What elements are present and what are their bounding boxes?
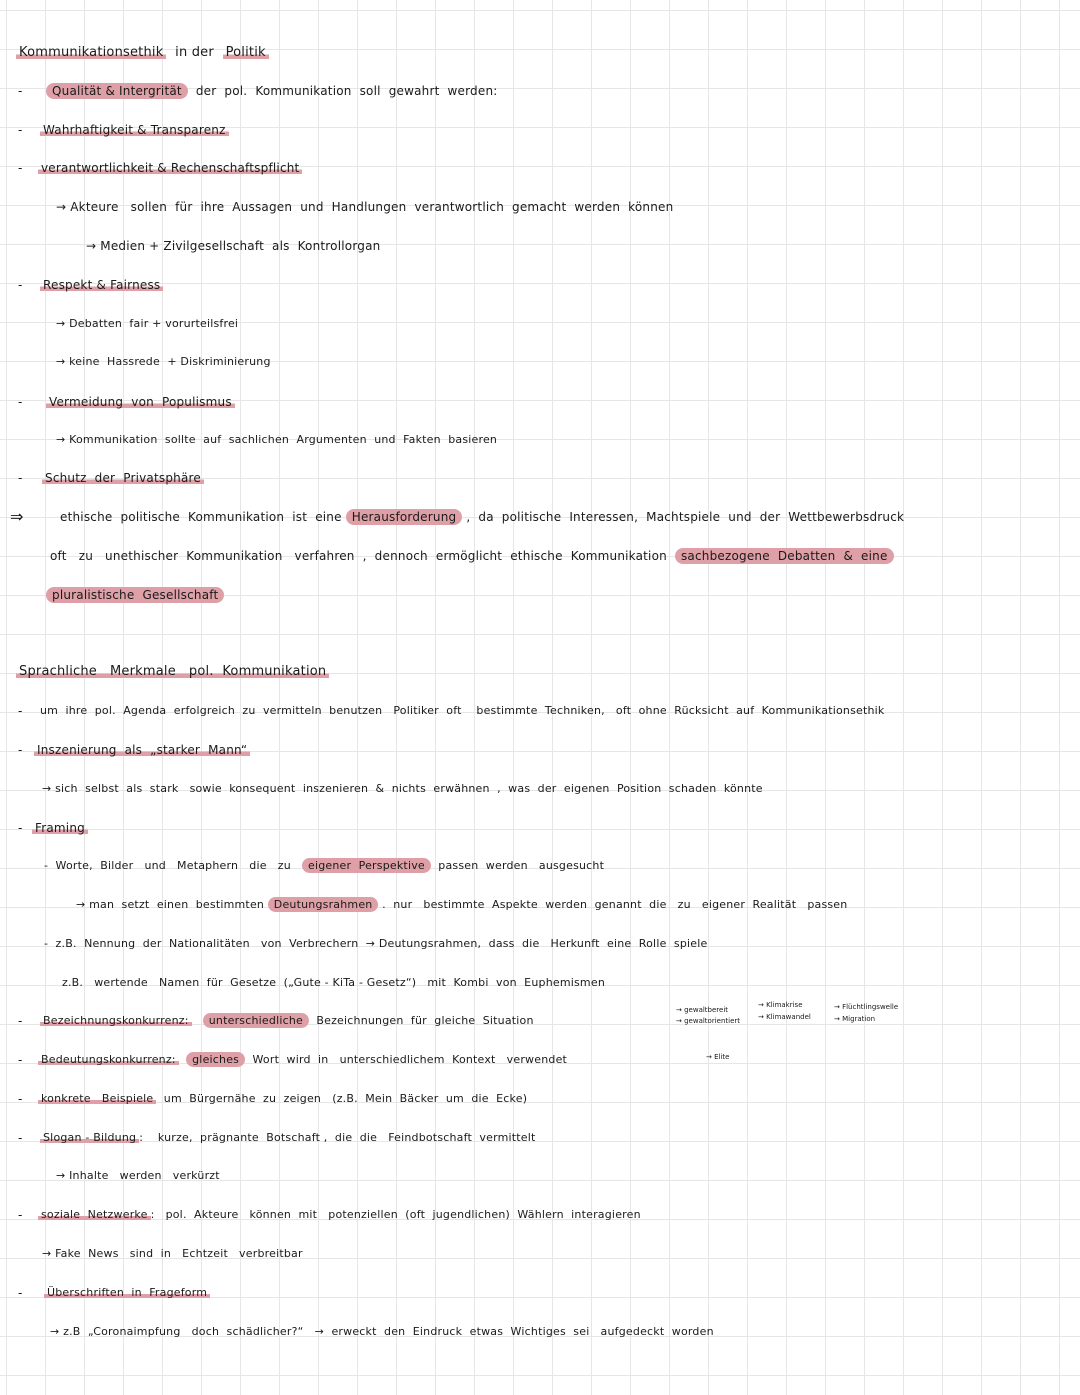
underlined-text: Wahrhaftigkeit & Transparenz [40,123,229,137]
note-line [16,664,329,679]
note-text: → Debatten fair + vorurteilsfrei [56,317,239,330]
note-text: Bezeichnungen für gleiche Situation [308,1014,534,1027]
note-text: der pol. Kommunikation soll gewahrt werden: [187,84,498,98]
note-text: in der [166,45,223,60]
conclusion-arrow-icon: ⇒ [10,507,24,526]
note-line [42,1247,303,1260]
note-text: → gewaltbereit [676,1006,729,1014]
highlighted-text: pluralistische Gesellschaft [46,587,224,603]
note-text: passen werden ausgesucht [430,859,605,872]
highlighted-text: Qualität & Intergrität [46,83,188,99]
underlined-text: Inszenierung als „starker Mann“ [34,743,250,757]
note-text: z.B. wertende Namen für Gesetze („Gute - KiTa - Gesetz“) mit Kombi von Euphemismen [62,976,605,989]
note-text: , da politische Interessen, Machtspiele und der Wettbewerbsdruck [462,510,905,524]
note-line [40,704,885,717]
note-text: um Bürgernähe zu zeigen (z.B. Mein Bäcker um die Ecke) [156,1092,528,1105]
note-line [38,161,302,175]
bullet-dash: - [18,161,23,175]
note-text: → sich selbst als stark sowie konsequent inszenieren & nichts erwähnen , was der eigenen Position schaden könnte [42,782,763,795]
underlined-text: Framing [32,821,88,835]
bullet-dash: - [18,743,23,757]
highlighted-text: eigener Perspektive [302,858,431,873]
note-text: → Elite [706,1053,730,1061]
underlined-text: Bedeutungskonkurrenz: [38,1053,179,1066]
underlined-text: Kommunikationsethik [16,45,166,60]
bullet-dash: - [18,84,23,98]
highlighted-text: Deutungsrahmen [268,897,379,912]
note-text: : kurze, prägnante Botschaft , die die Feindbotschaft vermittelt [139,1131,536,1144]
note-text: → Inhalte werden verkürzt [56,1169,220,1182]
note-line [40,123,229,137]
note-text: → Akteure sollen für ihre Aussagen und Handlungen verantwortlich gemacht werden können [56,200,674,214]
note-line [32,821,88,835]
bullet-dash: - [18,704,23,718]
note-text: → Klimawandel [758,1013,811,1021]
note-line [56,433,497,446]
underlined-text: konkrete Beispiele [38,1092,156,1105]
note-line [676,1006,728,1014]
note-text: um ihre pol. Agenda erfolgreich zu vermitteln benutzen Politiker oft bestimmte Techniken, oft ohne Rücksicht auf Kommunikationsethik [40,704,885,717]
note-line [40,278,163,292]
note-text: . nur bestimmte Aspekte werden genannt die zu eigener Realität passen [378,898,848,911]
note-text: oft zu unethischer Kommunikation verfahren , dennoch ermöglicht ethische Kommunikation [50,549,675,563]
underlined-text: Vermeidung von Populismus [46,395,235,409]
note-line [56,1169,220,1182]
note-text [192,1014,203,1027]
note-line [60,510,904,524]
underlined-text: Überschriften in Frageform [44,1286,210,1299]
bullet-dash: - [18,1208,23,1222]
underlined-text: Slogan - Bildung [40,1131,139,1144]
highlighted-text: gleiches [186,1052,245,1067]
note-line [758,1001,803,1009]
note-line [86,239,380,253]
note-text: : pol. Akteure können mit potenziellen (oft jugendlichen) Wählern interagieren [150,1208,641,1221]
bullet-dash: - [18,1014,23,1028]
highlighted-text: sachbezogene Debatten & eine [675,548,894,564]
bullet-dash: - [18,395,23,409]
note-line [46,84,498,98]
note-text: → Medien + Zivilgesellschaft als Kontrollorgan [86,239,381,253]
note-text: - Worte, Bilder und Metaphern die zu [44,859,303,872]
bullet-dash: - [18,1131,23,1145]
underlined-text: Schutz der Privatsphäre [42,471,204,485]
note-line [34,743,250,757]
note-line [834,1015,875,1023]
note-text: → Migration [834,1015,876,1023]
note-text: Wort wird in unterschiedlichem Kontext verwendet [245,1053,568,1066]
note-text: → z.B „Coronaimpfung doch schädlicher?“ → erweckt den Eindruck etwas Wichtiges sei aufgedeckt worden [50,1325,714,1338]
note-text: ethische politische Kommunikation ist eine [60,510,346,524]
note-line [40,1014,534,1027]
note-text: → man setzt einen bestimmten [76,898,268,911]
note-line [44,1286,210,1299]
note-line [46,395,235,409]
note-text: → Flüchtlingswelle [834,1003,899,1011]
note-line [56,200,673,214]
note-line [50,1325,714,1338]
note-text [179,1053,186,1066]
bullet-dash: - [18,821,23,835]
note-line [56,355,271,368]
note-line [16,45,269,60]
note-line [834,1003,898,1011]
note-line [38,1092,527,1105]
bullet-dash: - [18,278,23,292]
highlighted-text: Herausforderung [346,509,463,525]
note-text: → Klimakrise [758,1001,803,1009]
note-line [44,937,708,950]
note-line [44,859,604,872]
bullet-dash: - [18,1092,23,1106]
note-line [758,1013,811,1021]
note-text: → gewaltorientiert [676,1017,741,1025]
highlighted-text: unterschiedliche [203,1013,309,1028]
bullet-dash: - [18,1286,23,1300]
note-line [46,588,224,602]
note-line [62,976,605,989]
note-text: → Fake News sind in Echtzeit verbreitbar [42,1247,303,1260]
note-line [676,1017,740,1025]
note-line [706,1053,729,1061]
bullet-dash: - [18,1053,23,1067]
note-line [42,782,763,795]
note-line [76,898,847,911]
note-line [38,1053,567,1066]
note-text: - z.B. Nennung der Nationalitäten von Verbrechern → Deutungsrahmen, dass die Herkunft eine Rolle spiele [44,937,708,950]
note-line [42,471,204,485]
note-text: → Kommunikation sollte auf sachlichen Argumenten und Fakten basieren [56,433,498,446]
note-line [50,549,894,563]
underlined-text: Sprachliche Merkmale pol. Kommunikation [16,664,329,679]
underlined-text: soziale Netzwerke [38,1208,151,1221]
bullet-dash: - [18,471,23,485]
underlined-text: verantwortlichkeit & Rechenschaftspflicht [38,161,302,175]
underlined-text: Respekt & Fairness [40,278,163,292]
underlined-text: Bezeichnungskonkurrenz: [40,1014,192,1027]
note-line [40,1131,536,1144]
note-text: → keine Hassrede + Diskriminierung [56,355,271,368]
note-line [56,317,238,330]
note-line [38,1208,641,1221]
bullet-dash: - [18,123,23,137]
underlined-text: Politik [223,45,269,60]
